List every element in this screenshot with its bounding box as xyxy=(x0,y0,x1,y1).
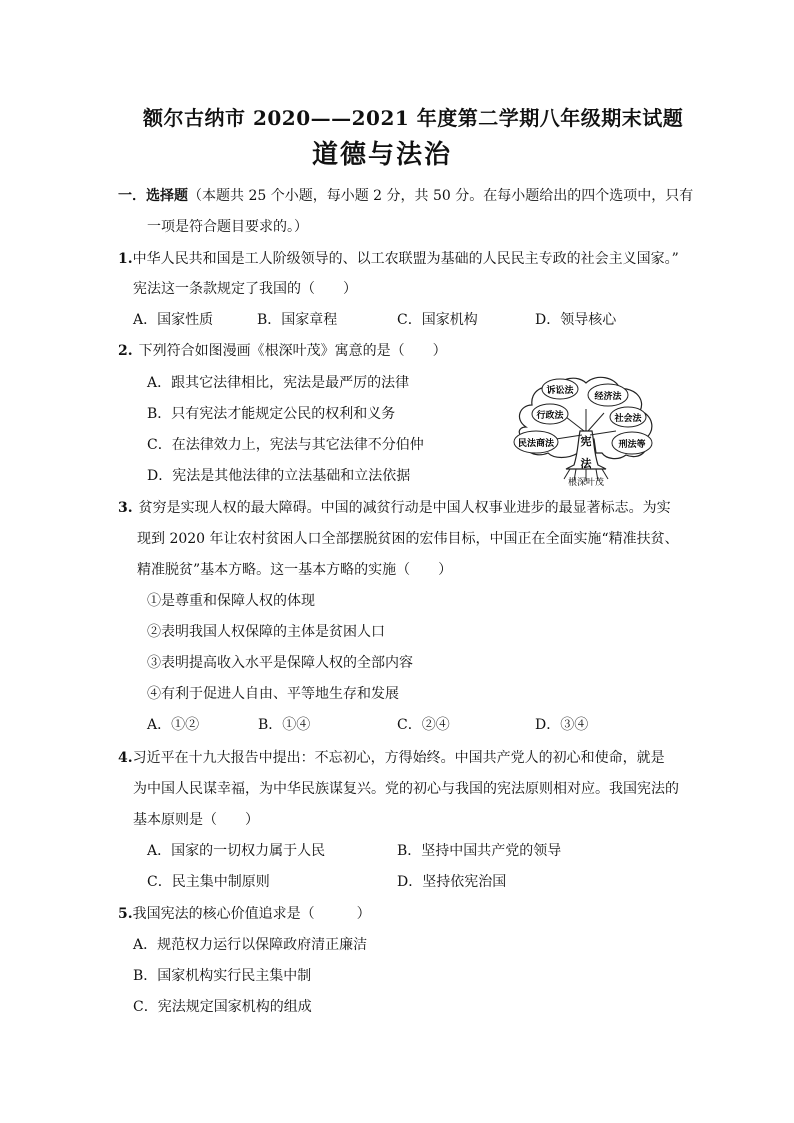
option-a: A．①② xyxy=(147,717,200,733)
question-number: 4. xyxy=(118,750,133,766)
leaf-label: 社会法 xyxy=(614,414,642,424)
cartoon-caption: 根深叶茂 xyxy=(567,478,605,487)
statement-4: ④有利于促进人自由、平等地生存和发展 xyxy=(147,686,399,702)
question-text: 中华人民共和国是工人阶级领导的、以工农联盟为基础的人民民主专政的社会主义国家。” xyxy=(132,251,679,267)
question-1 xyxy=(118,249,679,269)
question-text: 习近平在十九大报告中提出：不忘初心，方得始终。中国共产党人的初心和使命，就是 xyxy=(132,750,665,766)
option-a: A．规范权力运行以保障政府清正廉洁 xyxy=(133,937,368,953)
option-a: A．国家性质 xyxy=(133,312,214,328)
question-text-line: 为中国人民谋幸福，为中华民族谋复兴。党的初心与我国的宪法原则相对应。我国宪法的 xyxy=(133,781,679,797)
question-text: 贫穷是实现人权的最大障碍。中国的减贫行动是中国人权事业进步的最显著标志。为实 xyxy=(138,500,671,516)
leaf-label: 刑法等 xyxy=(618,440,646,450)
option-d: D．③④ xyxy=(535,717,589,733)
section-description: （本题共 25 个小题，每小题 2 分，共 50 分。在每小题给出的四个选项中，只有 xyxy=(188,188,694,204)
exam-title: 额尔古纳市 2020——2021 年度第二学期八年级期末试题 xyxy=(143,106,684,130)
option-d: D．坚持依宪治国 xyxy=(397,874,507,890)
statement-2: ②表明我国人权保障的主体是贫困人口 xyxy=(147,624,385,640)
question-2 xyxy=(118,341,447,361)
trunk-label: 宪 xyxy=(580,435,592,448)
leaf-label: 行政法 xyxy=(536,411,564,421)
option-b: B．坚持中国共产党的领导 xyxy=(397,843,562,859)
leaf-label: 诉讼法 xyxy=(546,386,574,396)
option-c: C．②④ xyxy=(397,717,450,733)
option-c: C．国家机构 xyxy=(397,312,478,328)
option-c: C．民主集中制原则 xyxy=(147,874,270,890)
option-d: D．宪法是其他法律的立法基础和立法依据 xyxy=(147,468,411,484)
question-number: 5. xyxy=(118,906,133,922)
question-text-line: 宪法这一条款规定了我国的（ ） xyxy=(133,281,357,297)
question-text-line: 精准脱贫”基本方略。这一基本方略的实施（ ） xyxy=(137,562,453,578)
question-text: 我国宪法的核心价值追求是（ ） xyxy=(132,906,371,922)
option-a: A．国家的一切权力属于人民 xyxy=(147,843,326,859)
option-b: B．国家机构实行民主集中制 xyxy=(133,968,312,984)
question-text-line: 现到 2020 年让农村贫困人口全部摆脱贫困的宏伟目标，中国正在全面实施“精准扶贫、 xyxy=(137,531,679,547)
statement-3: ③表明提高收入水平是保障人权的全部内容 xyxy=(147,655,413,671)
option-c: C．在法律效力上，宪法与其它法律不分伯仲 xyxy=(147,437,424,453)
option-b: B．只有宪法才能规定公民的权利和义务 xyxy=(147,406,396,422)
section-label: 一．选择题 xyxy=(118,188,188,204)
question-text: 下列符合如图漫画《根深叶茂》寓意的是（ ） xyxy=(138,343,447,359)
section-description-cont: 一项是符合题目要求的。） xyxy=(147,219,308,235)
statement-1: ①是尊重和保障人权的体现 xyxy=(147,593,315,609)
section-heading xyxy=(118,186,693,206)
option-b: B．①④ xyxy=(258,717,311,733)
option-c: C．宪法规定国家机构的组成 xyxy=(133,999,312,1015)
trunk-label: 法 xyxy=(580,457,592,470)
tree-cartoon-image xyxy=(506,369,666,487)
question-3 xyxy=(118,498,671,518)
subject-title: 道德与法治 xyxy=(312,140,453,170)
leaf-label: 经济法 xyxy=(594,392,622,402)
question-number: 3. xyxy=(118,500,133,516)
option-a: A．跟其它法律相比，宪法是最严厉的法律 xyxy=(147,375,410,391)
question-number: 2. xyxy=(118,343,133,359)
option-d: D．领导核心 xyxy=(535,312,617,328)
question-4 xyxy=(118,748,665,768)
question-5 xyxy=(118,904,371,924)
question-number: 1. xyxy=(118,251,133,267)
option-b: B．国家章程 xyxy=(257,312,338,328)
question-text-line: 基本原则是（ ） xyxy=(133,812,259,828)
leaf-label: 民法商法 xyxy=(517,439,555,449)
